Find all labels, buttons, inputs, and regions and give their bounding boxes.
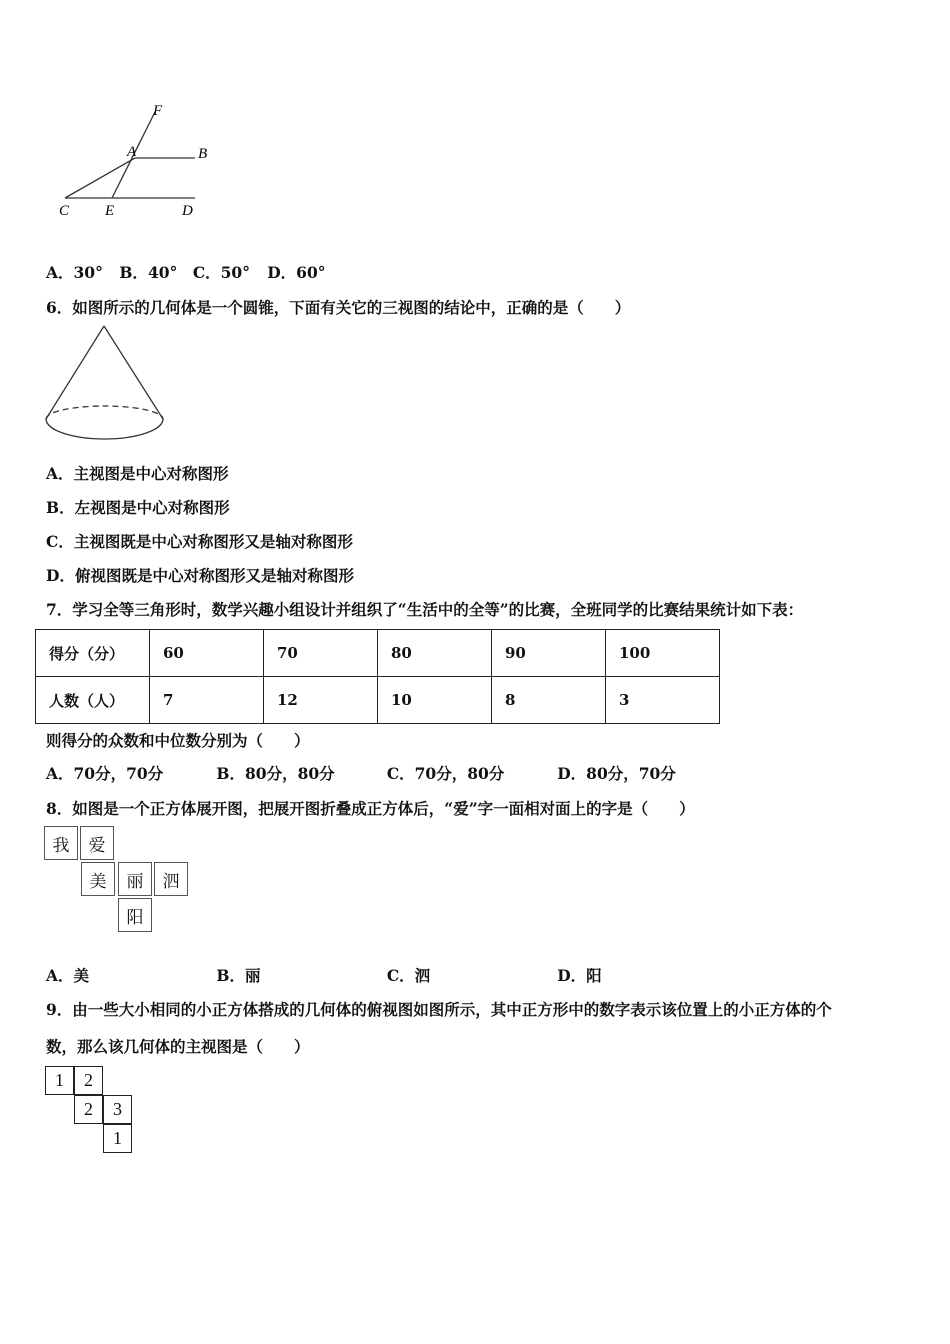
table-cell: 70 (264, 630, 378, 677)
net-cell-mei: 美 (81, 862, 115, 896)
table-cell: 60 (150, 630, 264, 677)
q5-option-c[interactable]: C．50° (192, 263, 250, 282)
table-cell: 10 (378, 677, 492, 724)
net-cell-ai: 爱 (80, 826, 114, 860)
q9-stem-line1: 9．由一些大小相同的小正方体搭成的几何体的俯视图如图所示，其中正方形中的数字表示该位置上的小正方体的个 (46, 1000, 832, 1019)
net-cell-li: 丽 (118, 862, 152, 896)
label-d: D (182, 203, 193, 219)
table-cell: 12 (264, 677, 378, 724)
q5-option-d[interactable]: D．60° (267, 263, 326, 282)
net-cell-wo: 我 (44, 826, 78, 860)
q8-option-b[interactable]: B．丽 (216, 966, 261, 985)
table-cell: 7 (150, 677, 264, 724)
grid-cell: 2 (74, 1066, 103, 1095)
cone-right-edge (104, 326, 163, 419)
q8-stem: 8．如图是一个正方体展开图，把展开图折叠成正方体后，“爱”字一面相对面上的字是（ ） (46, 799, 695, 818)
grid-cell: 2 (74, 1095, 103, 1124)
table-cell: 100 (606, 630, 720, 677)
cube-net (44, 826, 194, 936)
q6-option-c[interactable]: C．主视图既是中心对称图形又是轴对称图形 (46, 532, 353, 551)
q7-question: 则得分的众数和中位数分别为（ ） (46, 731, 310, 750)
angle-figure (55, 100, 225, 225)
q8-option-c[interactable]: C．泗 (386, 966, 431, 985)
grid-cell: 1 (103, 1124, 132, 1153)
q7-stem: 7．学习全等三角形时，数学兴趣小组设计并组织了“生活中的全等”的比赛，全班同学的比赛结果统计如下表： (46, 600, 804, 619)
q6-option-b[interactable]: B．左视图是中心对称图形 (46, 498, 230, 517)
table-cell: 人数（人） (36, 677, 150, 724)
table-cell: 得分（分） (36, 630, 150, 677)
table-cell: 80 (378, 630, 492, 677)
label-a: A (127, 144, 137, 160)
table-cell: 8 (492, 677, 606, 724)
q7-option-a[interactable]: A．70分，70分 (46, 764, 164, 783)
label-c: C (59, 203, 70, 219)
table-row (36, 677, 720, 724)
grid-cell: 3 (103, 1095, 132, 1124)
label-b: B (198, 146, 208, 162)
label-e: E (105, 203, 115, 219)
top-view-grid (45, 1066, 135, 1156)
q6-option-a[interactable]: A．主视图是中心对称图形 (46, 464, 229, 483)
cone-left-edge (46, 326, 104, 419)
table-cell: 3 (606, 677, 720, 724)
q7-option-b[interactable]: B．80分，80分 (216, 764, 335, 783)
q8-option-d[interactable]: D．阳 (557, 966, 602, 985)
q8-option-a[interactable]: A．美 (46, 966, 90, 985)
score-table (35, 629, 720, 724)
q7-option-d[interactable]: D．80分，70分 (557, 764, 676, 783)
q8-options (46, 964, 602, 986)
cone-base-front (46, 419, 163, 439)
q7-option-c[interactable]: C．70分，80分 (386, 764, 505, 783)
q5-option-b[interactable]: B．40° (119, 263, 178, 282)
q5-option-a[interactable]: A．30° (46, 263, 103, 282)
table-cell: 90 (492, 630, 606, 677)
q5-options (46, 261, 325, 283)
q9-stem-line2: 数，那么该几何体的主视图是（ ） (46, 1037, 310, 1056)
q6-stem: 6．如图所示的几何体是一个圆锥，下面有关它的三视图的结论中，正确的是（ ） (46, 298, 631, 317)
q7-options (46, 762, 676, 784)
cone-base-back (46, 406, 163, 419)
net-cell-si: 泗 (154, 862, 188, 896)
grid-cell: 1 (45, 1066, 74, 1095)
net-cell-yang: 阳 (118, 898, 152, 932)
q6-option-d[interactable]: D．俯视图既是中心对称图形又是轴对称图形 (46, 566, 354, 585)
label-f: F (153, 103, 163, 119)
line-ca (65, 158, 135, 198)
table-row (36, 630, 720, 677)
cone-figure (42, 322, 172, 447)
